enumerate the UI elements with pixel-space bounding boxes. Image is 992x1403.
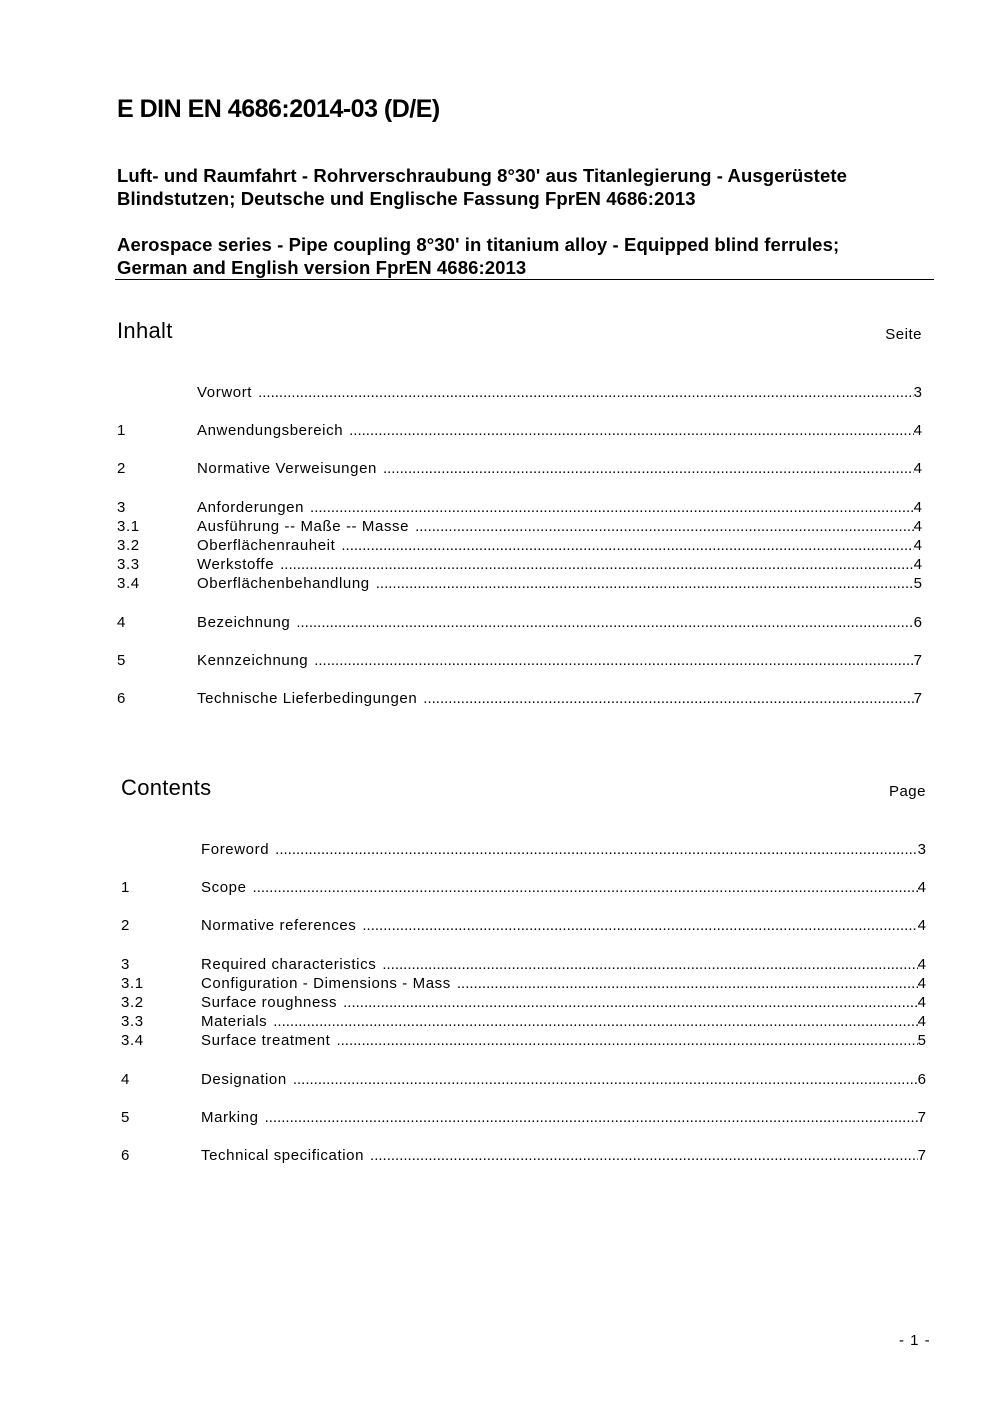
toc-entry-title: Vorwort: [197, 384, 253, 401]
toc-entry[interactable]: [117, 556, 922, 576]
toc-entry-leader: [265, 1109, 918, 1126]
toc-entry-leader: [415, 518, 914, 535]
toc-entry[interactable]: [121, 975, 926, 995]
toc-entry[interactable]: [117, 690, 922, 710]
toc-entry-number: 3.2: [121, 994, 144, 1011]
toc-entry-page: 4: [917, 917, 926, 934]
toc-entry-page: 5: [913, 575, 922, 592]
toc-entry-leader: [383, 460, 914, 477]
toc-entry[interactable]: [121, 1013, 926, 1033]
toc-entry-page: 6: [917, 1071, 926, 1088]
toc-entry-leader: [362, 917, 917, 934]
toc-entry-number: 3.1: [121, 975, 144, 992]
toc-entry-page: 4: [913, 499, 922, 516]
toc-german-page-label: Seite: [885, 326, 922, 343]
toc-entry[interactable]: [117, 652, 922, 672]
toc-entry-leader: [273, 1013, 917, 1030]
toc-entry[interactable]: [121, 1109, 926, 1129]
toc-entry[interactable]: [117, 499, 922, 519]
toc-entry-page: 6: [913, 614, 922, 631]
subtitle-english-line-2: German and English version FprEN 4686:2013: [117, 257, 527, 278]
toc-entry-leader: [275, 841, 918, 858]
toc-entry[interactable]: [121, 1071, 926, 1091]
toc-entry-page: 7: [917, 1147, 926, 1164]
toc-entry-title: Materials: [201, 1013, 268, 1030]
toc-entry-page: 4: [913, 537, 922, 554]
toc-entry[interactable]: [121, 841, 926, 861]
toc-entry-leader: [293, 1071, 918, 1088]
document-title: E DIN EN 4686:2014-03 (D/E): [117, 95, 440, 123]
toc-entry[interactable]: [117, 422, 922, 442]
toc-entry-number: 3: [117, 499, 126, 516]
toc-entry[interactable]: [121, 956, 926, 976]
toc-entry-leader: [370, 1147, 918, 1164]
toc-entry-leader: [314, 652, 913, 669]
toc-entry-leader: [343, 994, 918, 1011]
toc-entry-number: 5: [117, 652, 126, 669]
toc-entry[interactable]: [121, 994, 926, 1014]
toc-entry-leader: [310, 499, 914, 516]
toc-entry[interactable]: [117, 537, 922, 557]
toc-entry-page: 5: [917, 1032, 926, 1049]
toc-entry-title: Technische Lieferbedingungen: [197, 690, 418, 707]
toc-entry-leader: [349, 422, 914, 439]
subtitle-german-line-2: Blindstutzen; Deutsche und Englische Fassung FprEN 4686:2013: [117, 188, 696, 209]
toc-entry-leader: [382, 956, 917, 973]
toc-entry[interactable]: [117, 518, 922, 538]
toc-entry-title: Scope: [201, 879, 247, 896]
toc-entry-leader: [376, 575, 914, 592]
toc-entry-page: 3: [917, 841, 926, 858]
toc-entry-title: Oberflächenrauheit: [197, 537, 336, 554]
toc-english: [121, 775, 926, 1164]
toc-entry-number: 3.3: [121, 1013, 144, 1030]
toc-entry-title: Designation: [201, 1071, 287, 1088]
toc-entry-number: 4: [117, 614, 126, 631]
page-number: - 1 -: [899, 1332, 931, 1349]
toc-entry-leader: [258, 384, 914, 401]
toc-entry[interactable]: [117, 460, 922, 480]
toc-entry-title: Required characteristics: [201, 956, 377, 973]
toc-entry-title: Normative Verweisungen: [197, 460, 377, 477]
toc-entry-page: 7: [913, 690, 922, 707]
toc-german-heading: Inhalt: [117, 318, 173, 343]
toc-german: [117, 318, 922, 707]
toc-entry[interactable]: [117, 575, 922, 595]
toc-entry-title: Foreword: [201, 841, 270, 858]
toc-entry-title: Technical specification: [201, 1147, 365, 1164]
toc-entry-title: Surface treatment: [201, 1032, 331, 1049]
toc-entry[interactable]: [121, 917, 926, 937]
toc-entry-title: Bezeichnung: [197, 614, 291, 631]
toc-entry-page: 3: [913, 384, 922, 401]
toc-entry-title: Kennzeichnung: [197, 652, 309, 669]
toc-entry-title: Werkstoffe: [197, 556, 275, 573]
toc-entry-title: Anwendungsbereich: [197, 422, 344, 439]
subtitle-english-line-1: Aerospace series - Pipe coupling 8°30' in titanium alloy - Equipped blind ferrules;: [117, 234, 840, 255]
toc-entry-leader: [296, 614, 913, 631]
toc-entry-leader: [423, 690, 913, 707]
subtitle-german: [117, 164, 847, 210]
toc-entry-title: Configuration - Dimensions - Mass: [201, 975, 451, 992]
toc-entry-number: 3.4: [117, 575, 140, 592]
toc-entry-title: Anforderungen: [197, 499, 305, 516]
title-divider: [115, 279, 934, 280]
toc-entry-title: Marking: [201, 1109, 259, 1126]
toc-entry-leader: [341, 537, 913, 554]
toc-english-heading: Contents: [121, 775, 212, 800]
toc-entry-title: Normative references: [201, 917, 357, 934]
toc-entry[interactable]: [121, 1147, 926, 1167]
toc-entry-number: 5: [121, 1109, 130, 1126]
toc-entry-number: 2: [117, 460, 126, 477]
toc-entry-number: 3.2: [117, 537, 140, 554]
toc-entry-title: Surface roughness: [201, 994, 338, 1011]
toc-entry-page: 4: [917, 956, 926, 973]
toc-entry-number: 3.1: [117, 518, 140, 535]
toc-entry-page: 4: [917, 1013, 926, 1030]
toc-entry-page: 4: [913, 422, 922, 439]
toc-english-page-label: Page: [888, 783, 926, 800]
toc-entry-number: 1: [117, 422, 126, 439]
toc-entry[interactable]: [121, 1032, 926, 1052]
toc-entry-page: 7: [913, 652, 922, 669]
toc-entry-number: 1: [121, 879, 130, 896]
toc-entry[interactable]: [117, 384, 922, 404]
toc-entry-page: 4: [913, 556, 922, 573]
toc-entry-number: 2: [121, 917, 130, 934]
toc-entry-number: 6: [121, 1147, 130, 1164]
toc-entry-number: 3.4: [121, 1032, 144, 1049]
toc-entry-page: 4: [917, 879, 926, 896]
toc-entry-page: 4: [913, 518, 922, 535]
toc-entry-page: 4: [917, 975, 926, 992]
toc-entry-number: 3.3: [117, 556, 140, 573]
toc-entry-number: 3: [121, 956, 130, 973]
subtitle-english: [117, 233, 839, 279]
toc-entry-number: 4: [121, 1071, 130, 1088]
toc-entry-leader: [253, 879, 918, 896]
toc-entry[interactable]: [117, 614, 922, 634]
toc-entry-page: 7: [917, 1109, 926, 1126]
toc-entry-leader: [280, 556, 914, 573]
toc-entry-leader: [336, 1032, 917, 1049]
toc-entry-page: 4: [913, 460, 922, 477]
toc-entry-number: 6: [117, 690, 126, 707]
toc-entry-title: Oberflächenbehandlung: [197, 575, 370, 592]
toc-english-header: [121, 775, 926, 815]
toc-entry-page: 4: [917, 994, 926, 1011]
toc-entry-title: Ausführung -- Maße -- Masse: [197, 518, 410, 535]
subtitle-german-line-1: Luft- und Raumfahrt - Rohrverschraubung 8°30' aus Titanlegierung - Ausgerüstete: [117, 165, 847, 186]
toc-german-header: [117, 318, 922, 358]
toc-entry[interactable]: [121, 879, 926, 899]
toc-entry-leader: [457, 975, 918, 992]
